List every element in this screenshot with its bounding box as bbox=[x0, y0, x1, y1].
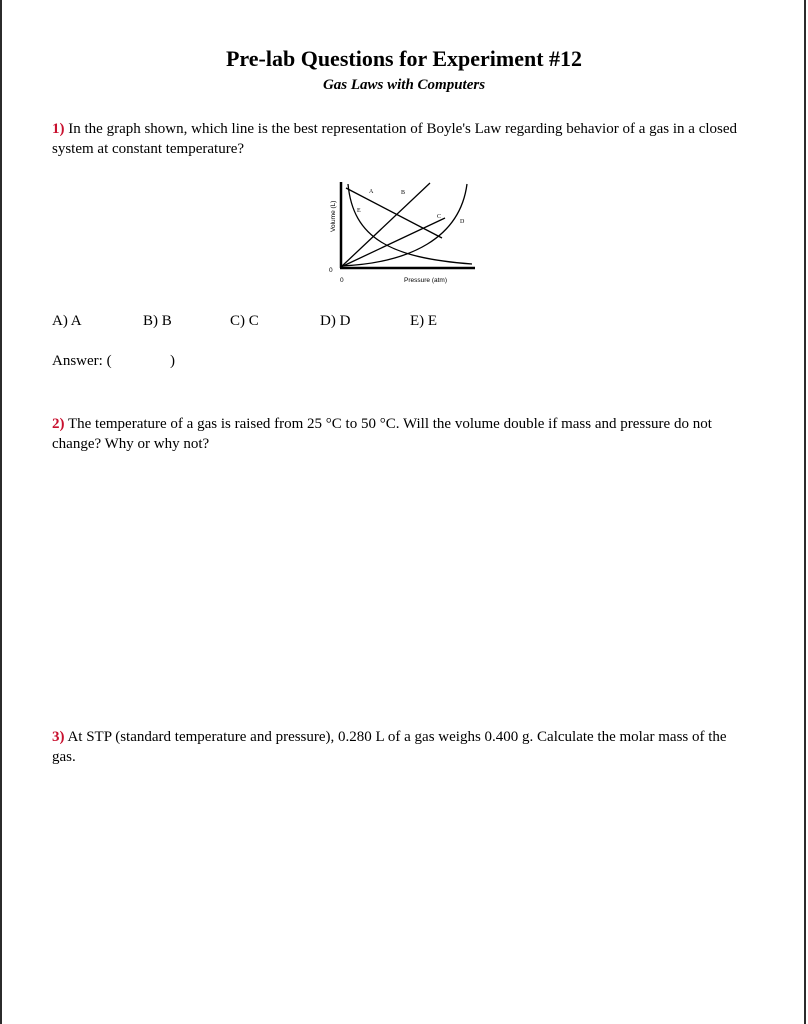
answer-label: Answer: ( bbox=[52, 353, 112, 369]
question-3-number: 3) bbox=[52, 729, 65, 745]
question-1-number: 1) bbox=[52, 121, 65, 137]
answer-close-paren: ) bbox=[170, 353, 175, 369]
question-1 bbox=[52, 119, 752, 159]
origin-y-label: 0 bbox=[329, 267, 333, 274]
graph-line-d bbox=[341, 184, 467, 266]
choice-e: E) E bbox=[410, 313, 438, 329]
line-label-c: C bbox=[437, 214, 442, 220]
line-label-b: B bbox=[401, 190, 406, 196]
question-3 bbox=[52, 727, 752, 767]
boyles-law-graph bbox=[320, 178, 485, 290]
question-2-number: 2) bbox=[52, 416, 65, 432]
choice-a: A) A bbox=[52, 313, 82, 329]
page-subtitle: Gas Laws with Computers bbox=[322, 77, 486, 93]
question-1-text: In the graph shown, which line is the best representation of Boyle's Law regarding behavior of a gas in a closed system at constant temperature? bbox=[52, 121, 738, 157]
choice-d: D) D bbox=[320, 313, 351, 329]
choice-b: B) B bbox=[143, 313, 172, 329]
origin-x-label: 0 bbox=[340, 277, 344, 284]
choice-c: C) C bbox=[230, 313, 259, 329]
x-axis-label: Pressure (atm) bbox=[404, 277, 447, 284]
line-label-a: A bbox=[369, 189, 374, 195]
line-label-d: D bbox=[460, 219, 465, 225]
y-axis-label: Volume (L) bbox=[330, 200, 337, 232]
line-label-e: E bbox=[357, 208, 361, 214]
question-2 bbox=[52, 414, 752, 454]
graph-line-e bbox=[348, 184, 472, 264]
answer-choices bbox=[0, 313, 808, 333]
question-3-text: At STP (standard temperature and pressure), 0.280 L of a gas weighs 0.400 g. Calculate the molar mass of the gas. bbox=[52, 729, 727, 765]
page-title: Pre-lab Questions for Experiment #12 bbox=[225, 46, 583, 71]
question-2-text: The temperature of a gas is raised from 25 °C to 50 °C. Will the volume double if mass and pressure do not change? Why or why not? bbox=[52, 416, 712, 452]
